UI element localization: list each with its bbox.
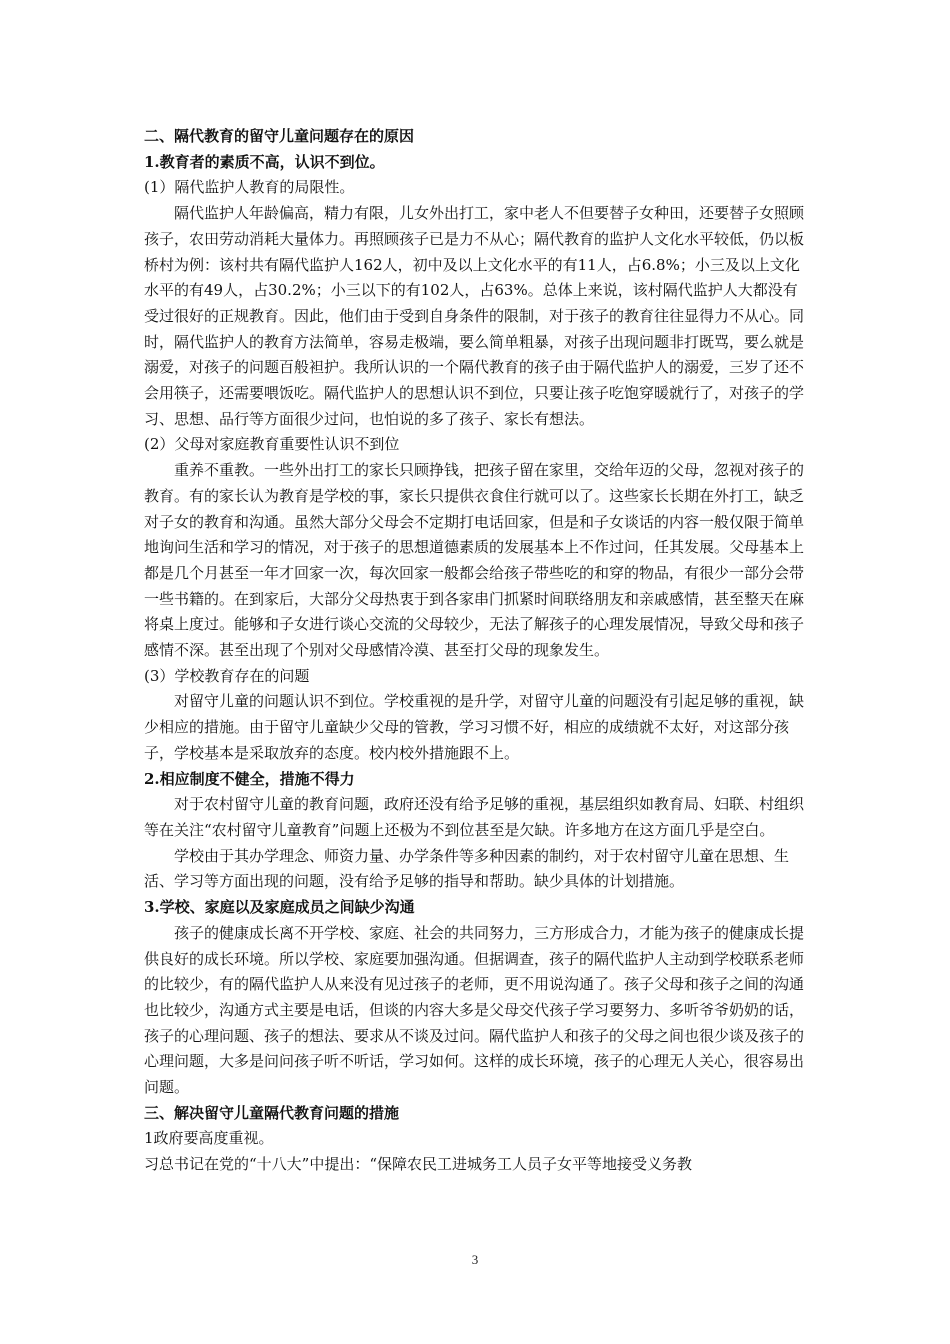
subsection-heading: 2.相应制度不健全，措施不得力 bbox=[144, 769, 355, 788]
page-number: 3 bbox=[471, 1252, 479, 1267]
body-paragraph: 学校由于其办学理念、师资力量、办学条件等多种因素的制约，对于农村留守儿童在思想、生活、学习等方面出现的问题，没有给予足够的指导和帮助。缺少具体的计划措施。 bbox=[144, 846, 790, 891]
body-paragraph: 对于农村留守儿童的教育问题，政府还没有给予足够的重视，基层组织如教育局、妇联、村组织等在关注“农村留守儿童教育”问题上还极为不到位甚至是欠缺。许多地方在这方面几乎是空白。 bbox=[144, 795, 805, 839]
subsection-heading: 1.教育者的素质不高，认识不到位。 bbox=[144, 152, 385, 171]
document-body bbox=[144, 124, 812, 1178]
body-paragraph: 重养不重教。一些外出打工的家长只顾挣钱，把孩子留在家里，交给年迈的父母，忽视对孩子的教育。有的家长认为教育是学校的事，家长只提供衣食住行就可以了。这些家长长期在外打工，缺乏对子女的教育和沟通。虽然大部分父母会不定期打电话回家，但是和子女谈话的内容一般仅限于简单地询问生活和学习的情况，对于孩子的思想道德素质的发展基本上不作过问，任其发展。父母基本上都是几个月甚至一年才回家一次，每次回家一般都会给孩子带些吃的和穿的物品，有很少一部分会带一些书籍的。在到家后，大部分父母热衷于到各家串门抓紧时间联络朋友和亲戚感情，甚至整天在麻将桌上度过。能够和子女进行谈心交流的父母较少，无法了解孩子的心理发展情况，导致父母和孩子感情不深。甚至出现了个别对父母感情冷漠、甚至打父母的现象发生。 bbox=[144, 461, 805, 660]
section-heading: 三、解决留守儿童隔代教育问题的措施 bbox=[144, 1103, 400, 1122]
subsection-subheading: 1政府要高度重视。 bbox=[144, 1129, 274, 1148]
subsection-subheading: (2）父母对家庭教育重要性认识不到位 bbox=[144, 435, 400, 454]
subsection-subheading: (3）学校教育存在的问题 bbox=[144, 666, 310, 685]
subsection-heading: 3.学校、家庭以及家庭成员之间缺少沟通 bbox=[144, 898, 415, 917]
section-heading: 二、隔代教育的留守儿童问题存在的原因 bbox=[144, 127, 415, 145]
body-paragraph: 隔代监护人年龄偏高，精力有限，儿女外出打工，家中老人不但要替子女种田，还要替子女照顾孩子，农田劳动消耗大量体力。再照顾孩子已是力不从心；隔代教育的监护人文化水平较低，仍以板桥村为例：该村共有隔代监护人162人，初中及以上文化水平的有11人，占6.8%；小三及以上文化水平的有49人，占30.2%；小三以下的有102人，占63%。总体上来说，该村隔代监护人大都没有受过很好的正规教育。因此，他们由于受到自身条件的限制，对于孩子的教育往往显得力不从心。同时，隔代监护人的教育方法简单，容易走极端，要么简单粗暴，对孩子出现问题非打既骂，要么就是溺爱，对孩子的问题百般袒护。我所认识的一个隔代教育的孩子由于隔代监护人的溺爱，三岁了还不会用筷子，还需要喂饭吃。隔代监护人的思想认识不到位，只要让孩子吃饱穿暖就行了，对孩子的学习、思想、品行等方面很少过问，也怕说的多了孩子、家长有想法。 bbox=[144, 204, 805, 428]
body-paragraph: 孩子的健康成长离不开学校、家庭、社会的共同努力，三方形成合力，才能为孩子的健康成长提供良好的成长环境。所以学校、家庭要加强沟通。但据调查，孩子的隔代监护人主动到学校联系老师的比较少，有的隔代监护人从来没有见过孩子的老师，更不用说沟通了。孩子父母和孩子之间的沟通也比较少，沟通方式主要是电话，但谈的内容大多是父母交代孩子学习要努力、多听爷爷奶奶的话，孩子的心理问题、孩子的想法、要求从不谈及过问。隔代监护人和孩子的父母之间也很少谈及孩子的心理问题，大多是问问孩子听不听话，学习如何。这样的成长环境，孩子的心理无人关心，很容易出问题。 bbox=[144, 923, 805, 1097]
subsection-subheading: (1）隔代监护人教育的局限性。 bbox=[144, 178, 355, 197]
body-paragraph: 对留守儿童的问题认识不到位。学校重视的是升学，对留守儿童的问题没有引起足够的重视，缺少相应的措施。由于留守儿童缺少父母的管教，学习习惯不好，相应的成绩就不太好，对这部分孩子，学校基本是采取放弃的态度。校内校外措施跟不上。 bbox=[144, 692, 805, 762]
body-paragraph-continued: 习总书记在党的“十八大”中提出：“保障农民工进城务工人员子女平等地接受义务教 bbox=[144, 1155, 693, 1174]
